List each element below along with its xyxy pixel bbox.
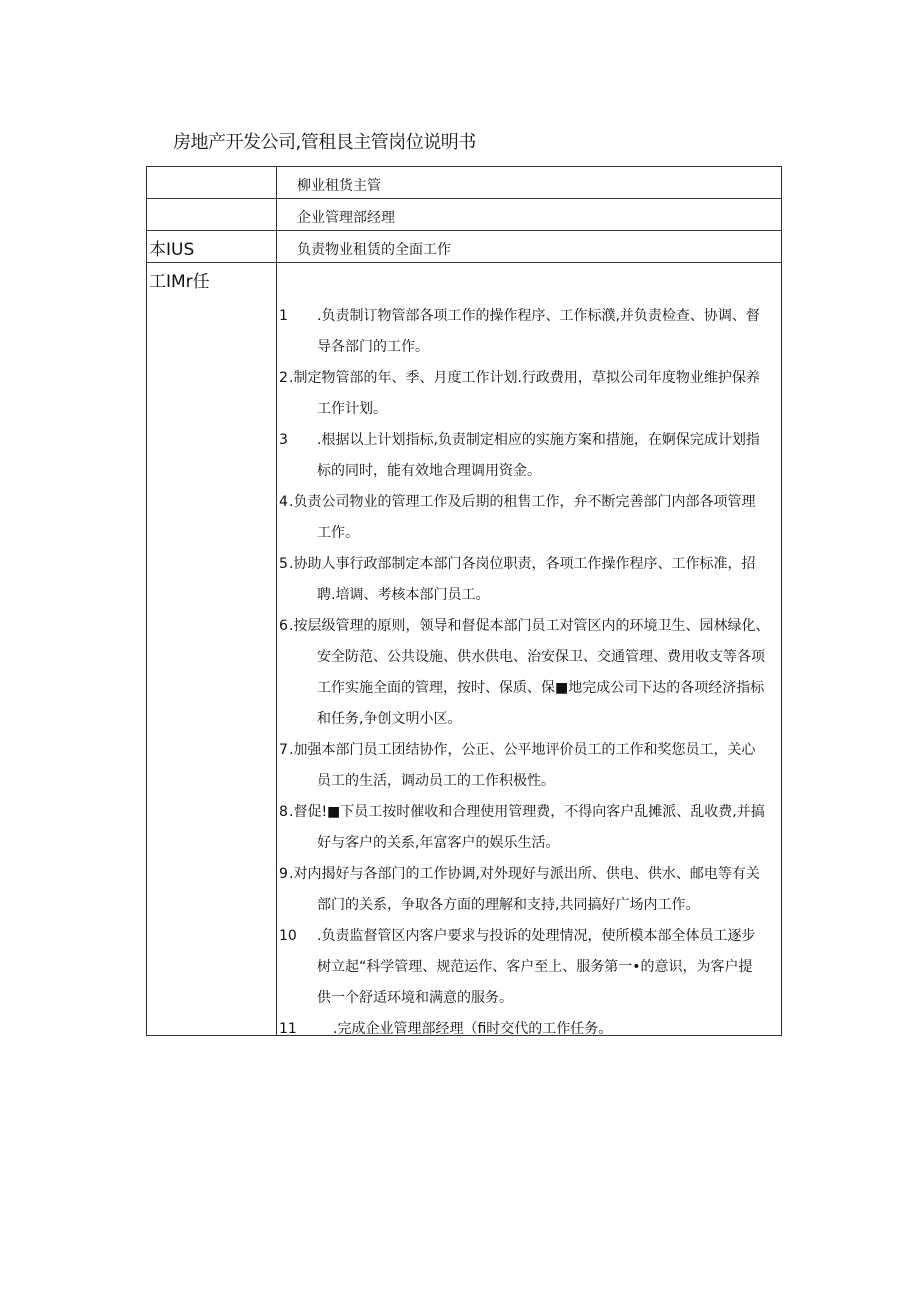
list-item — [277, 301, 781, 363]
list-item — [277, 487, 781, 549]
duty-text-line: .负责公司物业的管理工作及后期的租售工作，弁不断完善部门内部各项管理 — [289, 494, 756, 510]
row-label-cell — [147, 263, 276, 1035]
duty-text-line: 树立起“科学管理、规范运作、客户至上、服务第一•的意识，为客户提 — [317, 959, 753, 975]
table-row — [147, 167, 781, 199]
page-title: 房地产开发公司,管租艮主管岗位说明书 — [173, 132, 476, 153]
row-value-cell — [277, 231, 781, 262]
duty-text-line: 工作实施全面的管理，按时、保质、保■地完成公司下达的各项经济指标 — [317, 680, 765, 696]
job-summary: 负责物业租赁的全面工作 — [297, 242, 451, 258]
duties-list — [277, 301, 781, 1045]
duty-text-line: .按层级管理的原则，领导和督促本部门员工对管区内的环境卫生、园林绿化、 — [289, 618, 770, 634]
duty-text-line: .负责制订物管部各项工作的操作程序、工作标濮,并负责检查、协调、督 — [317, 308, 760, 324]
position-name: 柳业租货主管 — [297, 178, 381, 194]
duty-text-line: 供一个舒适环境和满意的服务。 — [317, 990, 513, 1006]
duty-text-line: 好与客户的关系,年富客户的娱乐生活。 — [317, 835, 560, 851]
duty-number: 2 — [279, 370, 288, 386]
duty-text-line: 工作。 — [317, 525, 359, 541]
duty-text-line: 聘.培调、考核本部门员工。 — [317, 587, 490, 603]
duty-text-line: 导各部门的工作。 — [317, 339, 429, 355]
duty-number: 1 — [279, 308, 288, 324]
duty-number: 11 — [279, 1021, 297, 1037]
list-item — [277, 363, 781, 425]
row-value-cell — [277, 167, 781, 198]
row-label: 本IUS — [149, 240, 195, 260]
duty-number: 6 — [279, 618, 288, 634]
duty-text-line: .制定物管部的年、季、月度工作计划.行政费用，草拟公司年度物业维护保养 — [289, 370, 760, 386]
duty-text-line: 工作计划。 — [317, 401, 387, 417]
table-row — [147, 231, 781, 263]
table-row — [147, 199, 781, 231]
supervisor-name: 企业管理部经理 — [297, 210, 395, 226]
duty-text-line: 安全防范、公共设施、供水供电、治安保卫、交通管理、费用收支等各项 — [317, 649, 765, 665]
list-item — [277, 425, 781, 487]
row-label-cell — [147, 199, 276, 230]
duty-number: 7 — [279, 742, 288, 758]
duty-number: 10 — [279, 928, 297, 944]
duty-text-line: .协助人事行政部制定本部门各岗位职责，各项工作操作程序、工作标准，招 — [289, 556, 756, 572]
duty-text-line: .加强本部门员工团结协作，公正、公平地评价员工的工作和奖您员工，关心 — [289, 742, 756, 758]
duty-text-line: .根据以上计划指标,负责制定相应的实施方案和措施，在婀保完成计划指 — [317, 432, 760, 448]
duty-number: 4 — [279, 494, 288, 510]
list-item — [277, 1014, 781, 1045]
duty-text-line: 部门的关系，争取各方面的理解和支持,共同搞好广场内工作。 — [317, 897, 700, 913]
list-item — [277, 797, 781, 859]
duty-number: 9 — [279, 866, 288, 882]
job-description-table — [146, 166, 782, 1036]
duty-text-line: 和任务,争创文明小区。 — [317, 711, 462, 727]
duty-text-line: .完成企业管理部经理（fi时交代的工作任务。 — [333, 1021, 613, 1037]
list-item — [277, 611, 781, 735]
duty-text-line: .负责监督管区内客户要求与投诉的处理情况，使所模本部全体员工逐步 — [317, 928, 756, 944]
duty-number: 5 — [279, 556, 288, 572]
duty-number: 8 — [279, 804, 288, 820]
list-item — [277, 859, 781, 921]
duty-text-line: .对内揭好与各部门的工作协调,对外现好与派出所、供电、供水、邮电等有关 — [289, 866, 760, 882]
duty-number: 3 — [279, 432, 288, 448]
duties-label: 工IMr任 — [149, 272, 210, 292]
duty-text-line: 员工的生活，调动员工的工作积极性。 — [317, 773, 555, 789]
duties-cell — [277, 263, 781, 1035]
list-item — [277, 735, 781, 797]
list-item — [277, 549, 781, 611]
duty-text-line: 标的同时，能有效地合理调用资金。 — [317, 463, 541, 479]
row-label-cell — [147, 167, 276, 198]
row-label-cell — [147, 231, 276, 262]
duties-row — [147, 263, 781, 1035]
list-item — [277, 921, 781, 1014]
duty-text-line: .督促!■下员工按时催收和合理使用管理费，不得向客户乱摊派、乱收费,并搞 — [289, 804, 765, 820]
row-value-cell — [277, 199, 781, 230]
